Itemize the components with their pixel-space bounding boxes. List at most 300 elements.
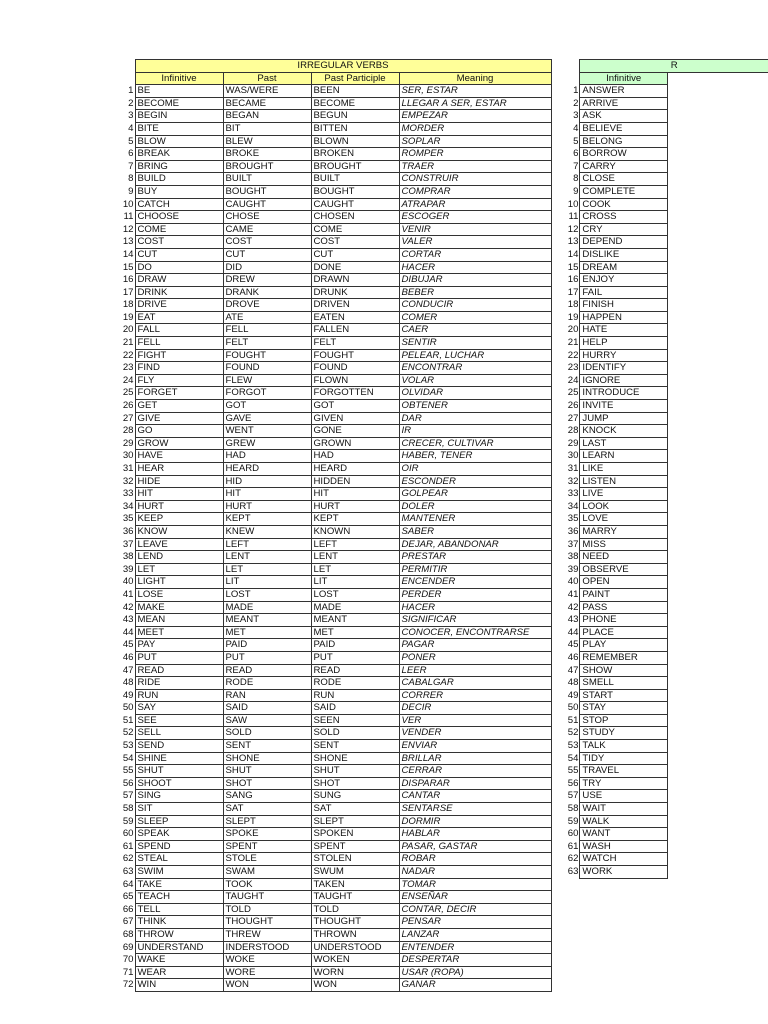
empty-cell [667, 450, 768, 463]
infinitive-cell: COMPLETE [580, 185, 668, 198]
meaning-cell: OLVIDAR [399, 387, 551, 400]
past-cell: READ [223, 664, 311, 677]
meaning-cell: NADAR [399, 866, 551, 879]
past-participle-cell: SENT [311, 740, 399, 753]
table-row [116, 160, 551, 173]
infinitive-cell: SHINE [135, 752, 223, 765]
table-row [565, 714, 768, 727]
row-number: 55 [116, 765, 135, 778]
past-cell: DREW [223, 274, 311, 287]
empty-cell [667, 815, 768, 828]
row-number: 22 [116, 349, 135, 362]
meaning-cell: HACER [399, 601, 551, 614]
past-cell: SWAM [223, 866, 311, 879]
infinitive-cell: BUY [135, 185, 223, 198]
row-number: 42 [116, 601, 135, 614]
table-row [116, 211, 551, 224]
table-row [116, 966, 551, 979]
table-row [565, 160, 768, 173]
infinitive-cell: KNOCK [580, 425, 668, 438]
empty-cell [667, 866, 768, 879]
empty-cell [667, 828, 768, 841]
header-meaning: Meaning [399, 72, 551, 85]
table-row [565, 97, 768, 110]
meaning-cell: CORRER [399, 689, 551, 702]
table-row [116, 866, 551, 879]
infinitive-cell: MARRY [580, 525, 668, 538]
infinitive-cell: FLY [135, 374, 223, 387]
row-number: 49 [565, 689, 580, 702]
past-cell: SAID [223, 702, 311, 715]
row-number: 29 [565, 437, 580, 450]
table-row [116, 185, 551, 198]
infinitive-cell: OBSERVE [580, 563, 668, 576]
table-row [565, 538, 768, 551]
meaning-cell: DOLER [399, 500, 551, 513]
past-participle-cell: DRUNK [311, 286, 399, 299]
row-number: 23 [565, 362, 580, 375]
empty-cell [667, 614, 768, 627]
infinitive-cell: LOSE [135, 588, 223, 601]
empty-cell [667, 563, 768, 576]
row-number: 10 [116, 198, 135, 211]
table-row [116, 475, 551, 488]
table-row [116, 148, 551, 161]
table-row [116, 551, 551, 564]
infinitive-cell: OPEN [580, 576, 668, 589]
past-participle-cell: SHUT [311, 765, 399, 778]
infinitive-cell: ENJOY [580, 274, 668, 287]
table-row [116, 450, 551, 463]
past-participle-cell: COME [311, 223, 399, 236]
past-cell: RODE [223, 677, 311, 690]
row-number: 57 [565, 790, 580, 803]
past-cell: FOUND [223, 362, 311, 375]
table-row [116, 891, 551, 904]
past-cell: RAN [223, 689, 311, 702]
infinitive-cell: WAKE [135, 954, 223, 967]
row-number: 35 [565, 513, 580, 526]
infinitive-cell: HURT [135, 500, 223, 513]
past-cell: SPENT [223, 840, 311, 853]
infinitive-cell: TALK [580, 740, 668, 753]
past-cell: BEGAN [223, 110, 311, 123]
row-number: 21 [565, 337, 580, 350]
infinitive-cell: DRAW [135, 274, 223, 287]
meaning-cell: ENTENDER [399, 941, 551, 954]
infinitive-cell: LOOK [580, 500, 668, 513]
row-number: 19 [116, 311, 135, 324]
past-cell: TAUGHT [223, 891, 311, 904]
table-row [116, 299, 551, 312]
infinitive-cell: REMEMBER [580, 651, 668, 664]
infinitive-cell: DREAM [580, 261, 668, 274]
infinitive-cell: PLACE [580, 626, 668, 639]
past-cell: CHOSE [223, 211, 311, 224]
past-cell: LET [223, 563, 311, 576]
past-participle-cell: DONE [311, 261, 399, 274]
table-row [116, 979, 551, 992]
past-cell: HIT [223, 488, 311, 501]
infinitive-cell: STEAL [135, 853, 223, 866]
table-row [116, 689, 551, 702]
infinitive-cell: SLEEP [135, 815, 223, 828]
meaning-cell: CERRAR [399, 765, 551, 778]
table-row [116, 274, 551, 287]
table-row [116, 639, 551, 652]
table-row [116, 840, 551, 853]
empty-cell [667, 311, 768, 324]
row-number: 70 [116, 954, 135, 967]
empty-cell [667, 135, 768, 148]
meaning-cell: DEJAR, ABANDONAR [399, 538, 551, 551]
row-number: 68 [116, 928, 135, 941]
table-row [116, 828, 551, 841]
table-row [116, 941, 551, 954]
past-participle-cell: FOUGHT [311, 349, 399, 362]
meaning-cell: PASAR, GASTAR [399, 840, 551, 853]
row-number: 6 [116, 148, 135, 161]
infinitive-cell: SEE [135, 714, 223, 727]
row-number: 45 [116, 639, 135, 652]
empty-cell [667, 664, 768, 677]
meaning-cell: PAGAR [399, 639, 551, 652]
infinitive-cell: TELL [135, 903, 223, 916]
empty-cell [667, 677, 768, 690]
table-row [565, 702, 768, 715]
row-number: 55 [565, 765, 580, 778]
header-past: Past [223, 72, 311, 85]
empty-cell [667, 286, 768, 299]
row-number: 2 [565, 97, 580, 110]
table-row [116, 85, 551, 98]
row-number: 36 [116, 525, 135, 538]
meaning-cell: IR [399, 425, 551, 438]
row-number: 34 [116, 500, 135, 513]
infinitive-cell: IGNORE [580, 374, 668, 387]
meaning-cell: VENDER [399, 727, 551, 740]
table-row [116, 400, 551, 413]
past-cell: MEANT [223, 614, 311, 627]
table-row [116, 803, 551, 816]
table-row [565, 563, 768, 576]
row-number: 44 [565, 626, 580, 639]
empty-cell [667, 488, 768, 501]
table-row [565, 374, 768, 387]
past-participle-cell: LIT [311, 576, 399, 589]
infinitive-cell: LIKE [580, 463, 668, 476]
empty-cell [667, 248, 768, 261]
infinitive-cell: PAY [135, 639, 223, 652]
past-cell: COST [223, 236, 311, 249]
empty-cell [667, 437, 768, 450]
infinitive-cell: MAKE [135, 601, 223, 614]
table-row [565, 286, 768, 299]
table-row [116, 412, 551, 425]
past-cell: TOLD [223, 903, 311, 916]
row-number: 31 [565, 463, 580, 476]
table-row [565, 122, 768, 135]
row-number: 62 [116, 853, 135, 866]
past-participle-cell: SOLD [311, 727, 399, 740]
table-row [116, 765, 551, 778]
table-row [565, 765, 768, 778]
table-row [116, 538, 551, 551]
meaning-cell: PONER [399, 651, 551, 664]
table-row [565, 752, 768, 765]
past-cell: SPOKE [223, 828, 311, 841]
row-number: 38 [116, 551, 135, 564]
infinitive-cell: LISTEN [580, 475, 668, 488]
row-number: 61 [116, 840, 135, 853]
infinitive-cell: IDENTIFY [580, 362, 668, 375]
table-row [565, 664, 768, 677]
table-row [116, 563, 551, 576]
past-participle-cell: DRAWN [311, 274, 399, 287]
row-number: 41 [116, 588, 135, 601]
meaning-cell: CONTAR, DECIR [399, 903, 551, 916]
past-participle-cell: BECOME [311, 97, 399, 110]
meaning-cell: ESCONDER [399, 475, 551, 488]
infinitive-cell: GIVE [135, 412, 223, 425]
past-participle-cell: READ [311, 664, 399, 677]
infinitive-cell: SPEND [135, 840, 223, 853]
past-participle-cell: FLOWN [311, 374, 399, 387]
infinitive-cell: SEND [135, 740, 223, 753]
row-number: 43 [116, 614, 135, 627]
past-cell: PAID [223, 639, 311, 652]
infinitive-cell: LEND [135, 551, 223, 564]
infinitive-cell: BUILD [135, 173, 223, 186]
row-number: 58 [116, 803, 135, 816]
table-row [116, 286, 551, 299]
row-number: 13 [116, 236, 135, 249]
infinitive-cell: WANT [580, 828, 668, 841]
meaning-cell: SIGNIFICAR [399, 614, 551, 627]
past-cell: BUILT [223, 173, 311, 186]
empty-cell [667, 362, 768, 375]
table-row [116, 362, 551, 375]
infinitive-cell: CLOSE [580, 173, 668, 186]
row-number: 34 [565, 500, 580, 513]
infinitive-cell: FALL [135, 324, 223, 337]
row-number: 8 [116, 173, 135, 186]
past-participle-cell: LENT [311, 551, 399, 564]
table-row [116, 513, 551, 526]
table-row [116, 387, 551, 400]
table-row [565, 815, 768, 828]
row-number: 11 [116, 211, 135, 224]
meaning-cell: CRECER, CULTIVAR [399, 437, 551, 450]
row-number: 65 [116, 891, 135, 904]
past-cell: TOOK [223, 878, 311, 891]
row-number: 40 [116, 576, 135, 589]
meaning-cell: HACER [399, 261, 551, 274]
infinitive-cell: DISLIKE [580, 248, 668, 261]
meaning-cell: CABALGAR [399, 677, 551, 690]
past-participle-cell: CHOSEN [311, 211, 399, 224]
infinitive-cell: BE [135, 85, 223, 98]
infinitive-cell: LEAVE [135, 538, 223, 551]
infinitive-cell: INTRODUCE [580, 387, 668, 400]
past-participle-cell: BROUGHT [311, 160, 399, 173]
row-number: 17 [565, 286, 580, 299]
table-row [565, 727, 768, 740]
empty-cell [667, 853, 768, 866]
row-number: 26 [565, 400, 580, 413]
past-participle-cell: WORN [311, 966, 399, 979]
past-cell: FORGOT [223, 387, 311, 400]
corner-cell [565, 72, 580, 85]
empty-cell [667, 689, 768, 702]
row-number: 50 [116, 702, 135, 715]
infinitive-cell: READ [135, 664, 223, 677]
past-participle-cell: SLEPT [311, 815, 399, 828]
table-row [565, 614, 768, 627]
table-row [565, 387, 768, 400]
table-row [565, 853, 768, 866]
empty-cell [667, 400, 768, 413]
table-row [116, 614, 551, 627]
infinitive-cell: FAIL [580, 286, 668, 299]
empty-cell [667, 387, 768, 400]
past-participle-cell: MADE [311, 601, 399, 614]
header-infinitive: Infinitive [135, 72, 223, 85]
empty-cell [667, 412, 768, 425]
infinitive-cell: HEAR [135, 463, 223, 476]
row-number: 6 [565, 148, 580, 161]
row-number: 18 [116, 299, 135, 312]
row-number: 37 [565, 538, 580, 551]
table-row [565, 437, 768, 450]
table-row [565, 349, 768, 362]
table-row [116, 122, 551, 135]
row-number: 1 [565, 85, 580, 98]
meaning-cell: GANAR [399, 979, 551, 992]
infinitive-cell: TRY [580, 777, 668, 790]
row-number: 29 [116, 437, 135, 450]
meaning-cell: LLEGAR A SER, ESTAR [399, 97, 551, 110]
infinitive-cell: CROSS [580, 211, 668, 224]
past-cell: DID [223, 261, 311, 274]
row-number: 45 [565, 639, 580, 652]
table-row [565, 135, 768, 148]
past-cell: DROVE [223, 299, 311, 312]
infinitive-cell: ASK [580, 110, 668, 123]
meaning-cell: ESCOGER [399, 211, 551, 224]
empty-cell [667, 500, 768, 513]
table-row [116, 714, 551, 727]
empty-cell [667, 714, 768, 727]
past-cell: INDERSTOOD [223, 941, 311, 954]
row-number: 42 [565, 601, 580, 614]
table-row [116, 740, 551, 753]
past-participle-cell: LOST [311, 588, 399, 601]
table-row [565, 500, 768, 513]
empty-cell [667, 173, 768, 186]
table-row [565, 337, 768, 350]
empty-cell [667, 148, 768, 161]
table-row [116, 236, 551, 249]
past-cell: THREW [223, 928, 311, 941]
table-row [116, 903, 551, 916]
past-cell: SHOT [223, 777, 311, 790]
infinitive-cell: STAY [580, 702, 668, 715]
past-cell: SANG [223, 790, 311, 803]
row-number: 13 [565, 236, 580, 249]
table-row [116, 576, 551, 589]
row-number: 20 [565, 324, 580, 337]
past-participle-cell: KNOWN [311, 525, 399, 538]
table-row [116, 97, 551, 110]
empty-cell [667, 122, 768, 135]
row-number: 41 [565, 588, 580, 601]
meaning-cell: BEBER [399, 286, 551, 299]
meaning-cell: TOMAR [399, 878, 551, 891]
meaning-cell: VOLAR [399, 374, 551, 387]
meaning-cell: PENSAR [399, 916, 551, 929]
irregular-title: IRREGULAR VERBS [135, 60, 551, 73]
meaning-cell: VER [399, 714, 551, 727]
meaning-cell: LANZAR [399, 928, 551, 941]
table-row [565, 803, 768, 816]
past-cell: KNEW [223, 525, 311, 538]
table-row [116, 324, 551, 337]
meaning-cell: ATRAPAR [399, 198, 551, 211]
row-number: 59 [116, 815, 135, 828]
row-number: 16 [565, 274, 580, 287]
empty-cell [667, 85, 768, 98]
infinitive-cell: PUT [135, 651, 223, 664]
table-row [565, 588, 768, 601]
empty-cell [667, 601, 768, 614]
past-participle-cell: DRIVEN [311, 299, 399, 312]
infinitive-cell: PLAY [580, 639, 668, 652]
infinitive-cell: PHONE [580, 614, 668, 627]
infinitive-cell: HAPPEN [580, 311, 668, 324]
empty-cell [667, 160, 768, 173]
meaning-cell: USAR (ROPA) [399, 966, 551, 979]
past-cell: LOST [223, 588, 311, 601]
empty-cell [667, 588, 768, 601]
meaning-cell: CONDUCIR [399, 299, 551, 312]
table-row [565, 463, 768, 476]
infinitive-cell: FINISH [580, 299, 668, 312]
table-row [116, 626, 551, 639]
infinitive-cell: TRAVEL [580, 765, 668, 778]
row-number: 24 [116, 374, 135, 387]
meaning-cell: PRESTAR [399, 551, 551, 564]
row-number: 54 [565, 752, 580, 765]
table-row [565, 400, 768, 413]
past-participle-cell: SHOT [311, 777, 399, 790]
infinitive-cell: SAY [135, 702, 223, 715]
infinitive-cell: CUT [135, 248, 223, 261]
meaning-cell: ENSEÑAR [399, 891, 551, 904]
empty-cell [667, 538, 768, 551]
meaning-cell: PELEAR, LUCHAR [399, 349, 551, 362]
meaning-cell: GOLPEAR [399, 488, 551, 501]
past-participle-cell: FALLEN [311, 324, 399, 337]
infinitive-cell: TIDY [580, 752, 668, 765]
past-cell: MADE [223, 601, 311, 614]
corner-cell [565, 60, 580, 73]
past-participle-cell: CAUGHT [311, 198, 399, 211]
row-number: 60 [565, 828, 580, 841]
past-participle-cell: RUN [311, 689, 399, 702]
row-number: 64 [116, 878, 135, 891]
empty-cell [667, 299, 768, 312]
